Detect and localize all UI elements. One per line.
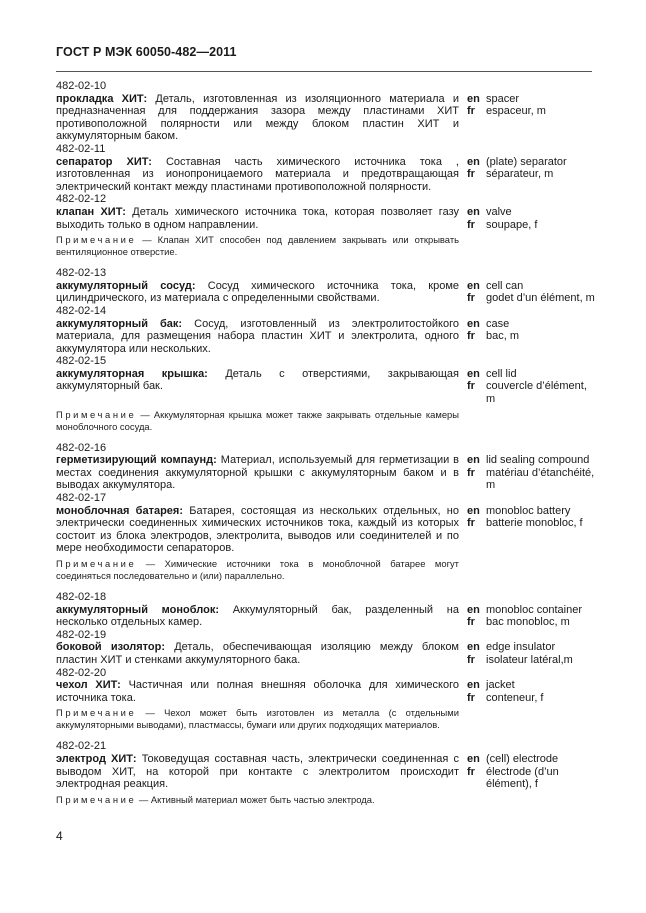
equivalent-fr: électrode (d’un élément), f [486, 765, 559, 791]
term-definition: Материал, используемый для герметизации в местах соединения аккумуляторной крышки с аккумуляторным баком и в выводах аккумулятора. [56, 454, 459, 492]
lang-line-fr [467, 168, 596, 181]
header-rule [56, 71, 592, 72]
term-entry [56, 355, 596, 432]
lang-line-fr [467, 692, 596, 705]
term-name: аккумуляторный бак: [56, 317, 183, 330]
term-equivalents [467, 93, 596, 143]
lang-line-en [467, 679, 596, 692]
term-row [56, 604, 596, 629]
term-definition-block [56, 368, 459, 406]
term-definition-block [56, 604, 459, 629]
term-code: 482-02-12 [56, 193, 107, 206]
equivalent-fr: couvercle d’élément, m [486, 380, 587, 406]
lang-line-en [467, 753, 596, 766]
section-gap [56, 731, 596, 740]
term-code: 482-02-16 [56, 441, 107, 454]
lang-code-en: en [467, 205, 480, 218]
lang-code-fr: fr [467, 292, 475, 305]
note-label: Примечание [56, 793, 137, 805]
lang-code-fr: fr [467, 105, 475, 118]
note-label: Примечание [56, 558, 137, 569]
term-row [56, 641, 596, 666]
lang-code-fr: fr [467, 765, 475, 778]
term-name: аккумуляторный сосуд: [56, 279, 196, 292]
lang-code-fr: fr [467, 218, 475, 231]
term-entry [56, 629, 596, 667]
note-label: Примечание [56, 707, 137, 719]
term-definition-block [56, 505, 459, 555]
term-definition: Батарея, состоящая из нескольких отдельных, но электрически соединенных химических источников тока, каждый из которых состоит из блока электродов, электролита, выводов или соединителей и по мере необходимости сепараторов. [56, 504, 459, 555]
equivalent-en: (plate) separator [486, 155, 567, 168]
lang-line-en [467, 156, 596, 169]
note-label: Примечание [56, 234, 137, 246]
term-code: 482-02-10 [56, 80, 107, 92]
term-code: 482-02-15 [56, 355, 107, 368]
equivalent-en: lid sealing compound [486, 454, 590, 467]
page-number: 4 [56, 829, 63, 843]
term-definition: Частичная или полная внешняя оболочка для химического источника тока. [56, 679, 459, 704]
term-definition: Токоведущая составная часть, электрически соединенная с выводом ХИТ, на которой при контакте с электролитом происходит электродная реакция. [56, 752, 460, 791]
term-entry [56, 193, 596, 258]
term-code: 482-02-19 [56, 628, 107, 641]
term-row [56, 206, 596, 231]
equivalent-fr: séparateur, m [486, 168, 554, 181]
lang-code-en: en [467, 317, 480, 330]
note-text: Клапан ХИТ способен под давлением закрывать или открывать вентиляционное отверстие. [56, 234, 459, 258]
lang-code-en: en [467, 155, 480, 168]
term-entry [56, 591, 596, 629]
lang-line-fr [467, 616, 596, 629]
term-name: чехол ХИТ: [56, 679, 121, 692]
lang-line-fr [467, 219, 596, 232]
lang-code-en: en [467, 679, 480, 692]
term-equivalents [467, 604, 596, 629]
term-definition-block [56, 753, 459, 791]
term-note: Примечание — Активный материал может быть частью электрода. [56, 793, 375, 805]
term-definition-block [56, 454, 459, 492]
equivalent-fr: matériau d’étanchéité, m [486, 466, 595, 492]
term-code: 482-02-11 [56, 142, 106, 155]
term-code: 482-02-17 [56, 492, 107, 505]
equivalent-en: cell can [486, 279, 524, 292]
term-equivalents [467, 156, 596, 194]
term-definition-block [56, 156, 459, 194]
lang-code-fr: fr [467, 517, 475, 530]
equivalent-fr: batterie monobloc, f [486, 517, 583, 530]
term-name: герметизирующий компаунд: [56, 454, 217, 467]
term-equivalents [467, 505, 596, 555]
equivalent-fr: bac, m [486, 330, 520, 343]
lang-line-en [467, 318, 596, 331]
term-entry [56, 305, 596, 355]
term-equivalents [467, 753, 596, 791]
term-name: аккумуляторный моноблок: [56, 603, 219, 616]
lang-code-fr: fr [467, 653, 475, 666]
term-note: Примечание — Клапан ХИТ способен под давлением закрывать или открывать вентиляционное отверстие. [56, 234, 459, 258]
term-row [56, 318, 596, 356]
term-definition: Сосуд химического источника тока, кроме цилиндрического, из материала с определенными свойствами. [56, 279, 460, 305]
section-gap [56, 582, 596, 591]
lang-code-fr: fr [467, 168, 475, 181]
lang-code-fr: fr [467, 691, 475, 704]
term-row [56, 753, 596, 791]
term-definition-block [56, 206, 459, 231]
term-name: аккумуляторная крышка: [56, 367, 208, 380]
lang-line-en [467, 93, 596, 106]
term-equivalents [467, 454, 596, 492]
term-row [56, 679, 596, 704]
note-label: Примечание [56, 408, 137, 420]
document-header: ГОСТ Р МЭК 60050-482—2011 [56, 45, 237, 59]
term-entry [56, 667, 596, 732]
term-row [56, 454, 596, 492]
equivalent-en: spacer [486, 92, 520, 105]
term-name: клапан ХИТ: [56, 205, 126, 218]
term-equivalents [467, 679, 596, 704]
lang-line-en [467, 454, 596, 467]
term-definition-block [56, 641, 459, 666]
equivalent-en: monobloc battery [486, 504, 571, 517]
term-definition: Сосуд, изготовленный из электролитостойкого материала, для размещения набора пластин ХИТ и электролита, одного аккумулятора или нескольких. [56, 317, 460, 355]
lang-code-fr: fr [467, 466, 475, 479]
term-equivalents [467, 641, 596, 666]
term-code: 482-02-14 [56, 304, 107, 317]
lang-code-fr: fr [467, 380, 475, 393]
equivalent-en: cell lid [486, 367, 517, 380]
term-name: моноблочная батарея: [56, 504, 184, 517]
term-entry [56, 492, 596, 582]
lang-code-en: en [467, 641, 480, 654]
term-name: сепаратор ХИТ: [56, 155, 152, 168]
term-definition: Деталь с отверстиями, закрывающая аккумуляторный бак. [56, 367, 459, 393]
note-text: Активный материал может быть частью электрода. [150, 793, 375, 805]
note-text: Химические источники тока в моноблочной батарее могут соединяться последовательно и (или) параллельно. [56, 558, 459, 581]
lang-code-en: en [467, 454, 480, 467]
lang-line-en [467, 604, 596, 617]
term-definition: Аккумуляторный бак, разделенный на несколько отдельных камер. [56, 603, 459, 629]
section-gap [56, 433, 596, 442]
lang-line-fr [467, 105, 596, 118]
lang-line-fr [467, 292, 596, 305]
term-definition-block [56, 280, 459, 305]
term-code: 482-02-20 [56, 666, 107, 679]
note-text: Чехол может быть изготовлен из металла (с отдельными аккумуляторными выводами), пластмассы, бумаги или других подходящих материалов. [56, 707, 459, 731]
equivalent-en: (cell) electrode [486, 752, 559, 765]
lang-line-en [467, 641, 596, 654]
equivalent-fr: godet d’un élément, m [486, 292, 595, 305]
lang-code-fr: fr [467, 330, 475, 343]
term-equivalents [467, 368, 596, 406]
term-code: 482-02-21 [56, 740, 107, 753]
equivalent-en: valve [486, 205, 512, 218]
term-entry [56, 80, 596, 143]
lang-line-en [467, 206, 596, 219]
equivalent-en: monobloc container [486, 603, 583, 616]
terms-list [56, 80, 596, 806]
term-entry [56, 442, 596, 492]
equivalent-fr: bac monobloc, m [486, 616, 570, 629]
term-equivalents [467, 280, 596, 305]
lang-line-en [467, 368, 596, 381]
term-row [56, 156, 596, 194]
lang-code-en: en [467, 504, 480, 517]
term-name: прокладка ХИТ: [56, 92, 148, 105]
section-gap [56, 258, 596, 267]
term-definition: Деталь, обеспечивающая изоляцию между блоком пластин ХИТ и стенками аккумуляторного бака. [56, 641, 459, 666]
equivalent-fr: conteneur, f [486, 691, 544, 704]
lang-code-en: en [467, 367, 480, 380]
equivalent-fr: soupape, f [486, 218, 538, 231]
term-entry [56, 143, 596, 193]
term-row [56, 93, 596, 143]
equivalent-fr: isolateur latéral,m [486, 653, 573, 666]
lang-line-fr [467, 330, 596, 343]
equivalent-en: jacket [486, 679, 515, 692]
term-code: 482-02-13 [56, 267, 107, 280]
equivalent-en: case [486, 317, 510, 330]
lang-code-fr: fr [467, 616, 475, 629]
term-row [56, 368, 596, 406]
term-row [56, 280, 596, 305]
term-note: Примечание — Чехол может быть изготовлен из металла (с отдельными аккумуляторными выводами), пластмассы, бумаги или других подходящих материалов. [56, 707, 459, 731]
term-name: боковой изолятор: [56, 641, 166, 654]
term-equivalents [467, 318, 596, 356]
lang-line-fr [467, 380, 596, 405]
term-definition: Деталь химического источника тока, которая позволяет газу выходить только в одном направлении. [56, 205, 459, 231]
term-definition-block [56, 679, 459, 704]
term-equivalents [467, 206, 596, 231]
lang-code-en: en [467, 279, 480, 292]
lang-line-en [467, 280, 596, 293]
equivalent-fr: espaceur, m [486, 105, 546, 118]
lang-code-en: en [467, 92, 480, 105]
lang-line-en [467, 505, 596, 518]
term-entry [56, 267, 596, 305]
term-definition: Деталь, изготовленная из изоляционного материала и предназначенная для поддержания зазора между пластинами ХИТ противоположной полярности или между блоком пластин ХИТ и аккумуляторным баком. [56, 92, 459, 143]
term-note: Примечание — Химические источники тока в моноблочной батарее могут соединяться последовательно и (или) параллельно. [56, 558, 459, 581]
term-entry [56, 740, 596, 805]
term-code: 482-02-18 [56, 591, 107, 603]
lang-line-fr [467, 654, 596, 667]
term-definition-block [56, 318, 459, 356]
term-row [56, 505, 596, 555]
term-definition-block [56, 93, 459, 143]
lang-code-en: en [467, 752, 480, 765]
term-note: Примечание — Аккумуляторная крышка может также закрывать отдельные камеры моноблочного сосуда. [56, 408, 459, 432]
lang-line-fr [467, 517, 596, 530]
term-definition: Составная часть химического источника тока , изготовленная из ионопроницаемого материала и предотвращающая электрический контакт между пластинами противоположной полярности. [56, 155, 459, 193]
lang-line-fr [467, 766, 596, 791]
lang-line-fr [467, 467, 596, 492]
equivalent-en: edge insulator [486, 641, 556, 654]
lang-code-en: en [467, 603, 480, 616]
term-name: электрод ХИТ: [56, 752, 137, 765]
note-text: Аккумуляторная крышка может также закрывать отдельные камеры моноблочного сосуда. [56, 408, 459, 432]
